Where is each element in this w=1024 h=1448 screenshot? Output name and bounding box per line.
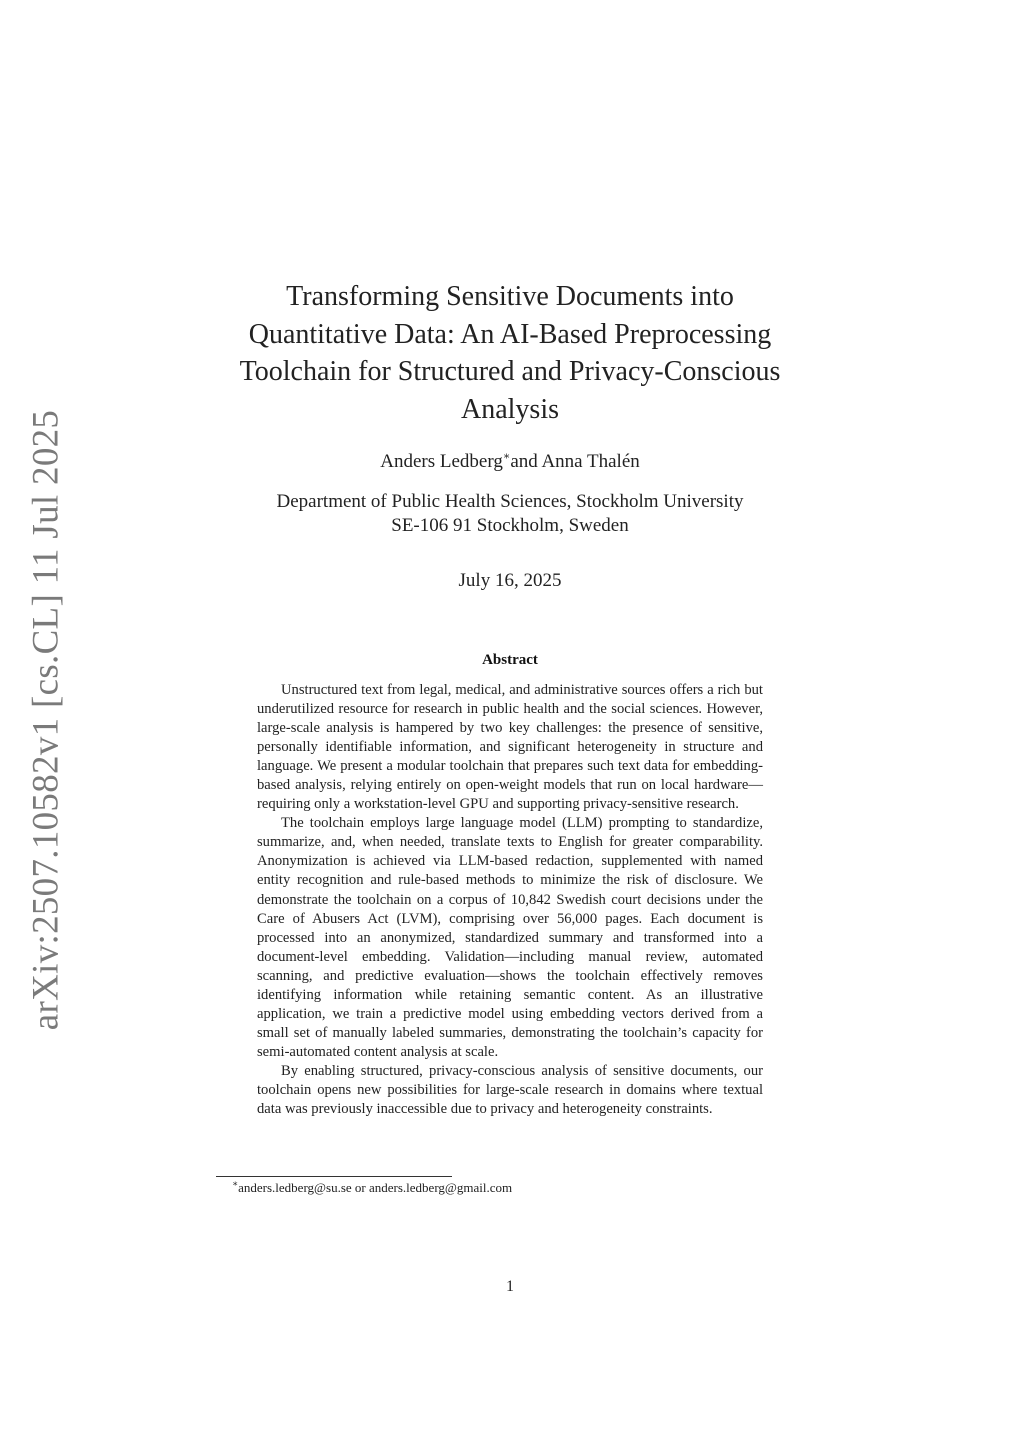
abstract-heading: Abstract (482, 652, 538, 668)
affiliation (150, 490, 870, 538)
author-list (180, 451, 840, 473)
abstract-paragraph: Unstructured text from legal, medical, and administrative sources offers a rich but underutilized resource for research in public health and the social sciences. However, large-scale analysis is hampered by two key challenges: the presence of sensitive, personally identifiable information, and significant heterogeneity in structure and language. We present a modular toolchain that prepares such text data for embedding-based analysis, relying entirely on open-weight models that run on local hardware—requiring only a workstation-level GPU and supporting privacy-sensitive research. (257, 682, 763, 813)
abstract-paragraph: By enabling structured, privacy-conscious analysis of sensitive documents, our toolchain opens new possibilities for large-scale research in domains where textual data was previously inaccessible due to privacy and heterogeneity constraints. (257, 1062, 763, 1118)
affiliation-line: SE-106 91 Stockholm, Sweden (391, 515, 629, 536)
footnote-mark: ∗ (232, 1178, 239, 1189)
title-line: Transforming Sensitive Documents into (286, 281, 734, 312)
arxiv-identifier-stamp: arXiv:2507.10582v1 [cs.CL] 11 Jul 2025 (25, 409, 67, 1031)
publication-date: July 16, 2025 (458, 570, 562, 591)
title-line: Toolchain for Structured and Privacy-Conscious (239, 356, 781, 387)
abstract-body (257, 681, 763, 1119)
footnote (232, 1180, 512, 1196)
paper-title (180, 278, 840, 428)
author-footnote-mark: ∗ (502, 450, 511, 463)
footnote-divider (216, 1176, 452, 1177)
page-number: 1 (506, 1278, 514, 1295)
title-line: Analysis (461, 393, 559, 425)
author-first: Anders Ledberg (380, 451, 503, 472)
affiliation-line: Department of Public Health Sciences, Stockholm University (276, 491, 744, 512)
author-rest: and Anna Thalén (510, 451, 640, 472)
footnote-email: anders.ledberg@su.se or anders.ledberg@gmail.com (238, 1180, 513, 1195)
title-line: Quantitative Data: An AI-Based Preprocessing (248, 318, 772, 350)
abstract-paragraph: The toolchain employs large language model (LLM) prompting to standardize, summarize, and, when needed, translate texts to English for greater comparability. Anonymization is achieved via LLM-based redaction, supplemented with named entity recognition and rule-based methods to minimize the risk of disclosure. We demonstrate the toolchain on a corpus of 10,842 Swedish court decisions under the Care of Abusers Act (LVM), comprising over 56,000 pages. Each document is processed into an anonymized, standardized summary and transformed into a document-level embedding. Validation—including manual review, automated scanning, and predictive evaluation—shows the toolchain effectively removes identifying information while retaining semantic content. As an illustrative application, we train a predictive model using embedding vectors derived from a small set of manually labeled summaries, demonstrating the toolchain’s capacity for semi-automated content analysis at scale. (257, 815, 763, 1060)
